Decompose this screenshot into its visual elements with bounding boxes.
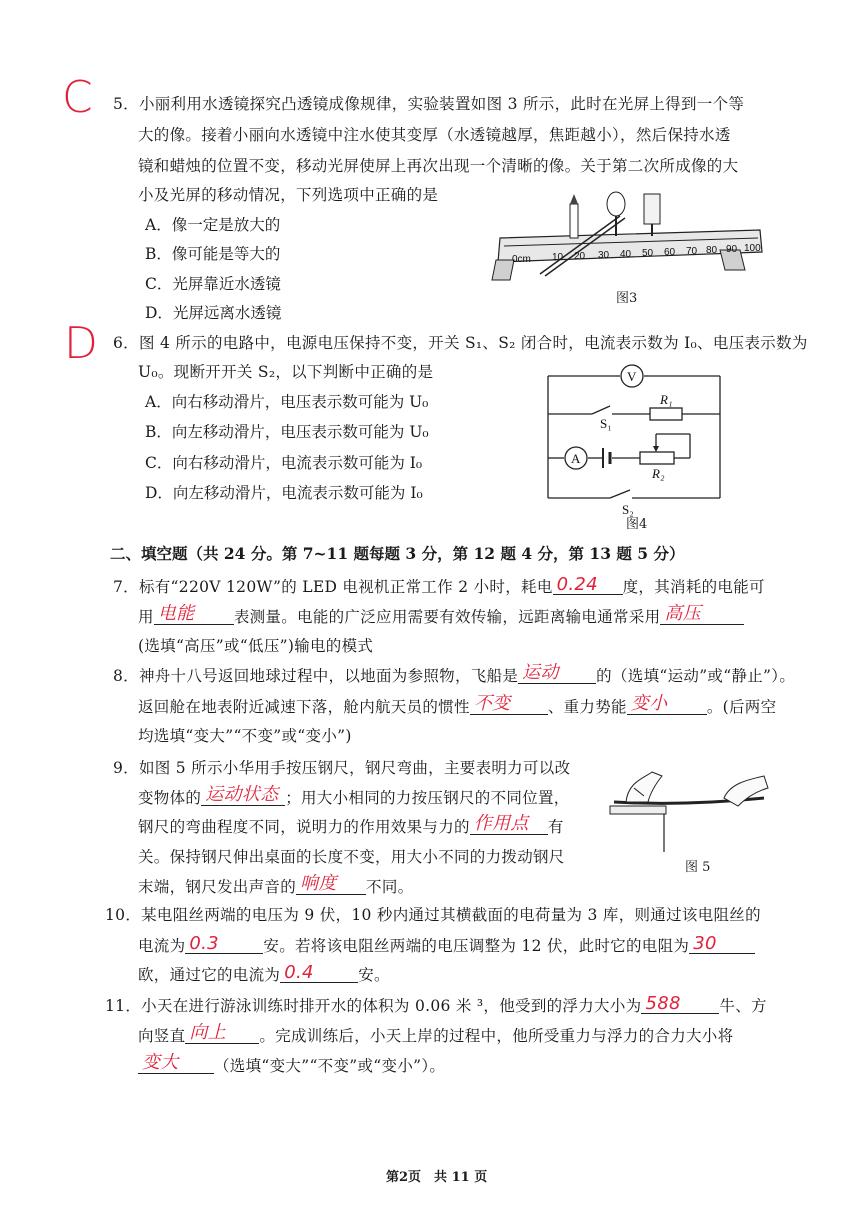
q11-text: 11．小天在进行游泳训练时排开水的体积为 0.06 米 ³，他受到的浮力大小为 bbox=[105, 997, 642, 1015]
q5-line-1: 5．小丽利用水透镜探究凸透镜成像规律，实验装置如图 3 所示，此时在光屏上得到一个等 bbox=[113, 95, 745, 113]
q10-text: 安。 bbox=[358, 966, 390, 984]
q7-answer-2: 电能 bbox=[157, 603, 195, 624]
q10-answer-3: 0.4 bbox=[284, 962, 314, 983]
q8-text: 。(后两空 bbox=[706, 698, 777, 716]
q11-text: 。完成训练后，小天上岸的过程中，他所受重力与浮力的合力大小将 bbox=[259, 1027, 734, 1045]
q8-text: 、重力势能 bbox=[547, 698, 627, 716]
q5-option-c: C．光屏靠近水透镜 bbox=[145, 275, 281, 293]
s2-label: S₂ bbox=[622, 502, 634, 517]
q9-text: 变物体的 bbox=[138, 789, 202, 807]
scale-label: 70 bbox=[686, 246, 698, 257]
q7-blank-2[interactable] bbox=[154, 603, 234, 625]
q6-line-2: U₀。现断开开关 S₂，以下判断中正确的是 bbox=[138, 363, 434, 381]
q5-line-2: 大的像。接着小丽向水透镜中注水使其变厚（水透镜越厚，焦距越小），然后保持水透 bbox=[138, 126, 731, 144]
q10-blank-2[interactable] bbox=[689, 935, 755, 954]
answer-mark-q5: C bbox=[62, 72, 93, 123]
q6-line-1: 6．图 4 所示的电路中，电源电压保持不变，开关 S₁、S₂ 闭合时，电流表示数为 I₀、电压表示数为 bbox=[113, 334, 808, 352]
s1-label: S₁ bbox=[600, 416, 612, 431]
q5-line-3: 镜和蜡烛的位置不变，移动光屏使屏上再次出现一个清晰的像。关于第二次所成像的大 bbox=[138, 157, 739, 175]
q9-answer-3: 响度 bbox=[300, 873, 337, 894]
scale-label: 0cm bbox=[512, 254, 531, 265]
q10-text: 电流为 bbox=[138, 937, 186, 955]
q5-option-d: D．光屏远离水透镜 bbox=[145, 304, 282, 322]
voltmeter-label: V bbox=[627, 369, 637, 384]
scale-label: 50 bbox=[642, 248, 654, 259]
q8-line-2 bbox=[138, 695, 776, 717]
r2-label: R₂ bbox=[652, 466, 665, 481]
q9-blank-3[interactable] bbox=[296, 873, 366, 895]
q7-text: 7．标有“220V 120W”的 LED 电视机正常工作 2 小时，耗电 bbox=[113, 578, 553, 596]
q9-text: 有 bbox=[547, 818, 564, 836]
q7-blank-1[interactable] bbox=[553, 576, 623, 595]
q7-line-2 bbox=[138, 605, 744, 627]
q6-option-a: A．向右移动滑片，电压表示数可能为 U₀ bbox=[145, 393, 429, 411]
q10-blank-1[interactable] bbox=[185, 935, 263, 954]
q5-option-b: B．像可能是等大的 bbox=[145, 245, 281, 263]
q9-blank-2[interactable] bbox=[470, 813, 548, 835]
q8-answer-2: 不变 bbox=[473, 693, 511, 714]
q11-blank-2[interactable] bbox=[185, 1022, 259, 1044]
scale-label: 60 bbox=[664, 247, 676, 258]
scale-label: 20 bbox=[574, 251, 586, 262]
q10-text: 安。若将该电阻丝两端的电压调整为 12 伏，此时它的电阻为 bbox=[263, 937, 690, 955]
q9-text: 不同。 bbox=[366, 878, 414, 896]
scale-label: 90 bbox=[726, 244, 738, 255]
q8-text: 返回舱在地表附近减速下落，舱内航天员的惯性 bbox=[138, 698, 470, 716]
q9-line-1: 9．如图 5 所示小华用手按压钢尺，钢尺弯曲，主要表明力可以改 bbox=[113, 759, 571, 777]
answer-mark-q6: D bbox=[64, 318, 98, 369]
q11-line-2 bbox=[138, 1024, 733, 1046]
circuit-diagram bbox=[540, 362, 730, 522]
q11-text: 牛、方 bbox=[719, 997, 767, 1015]
q9-text: ；用大小相同的力按压钢尺的不同位置， bbox=[285, 789, 570, 807]
q9-line-3 bbox=[138, 815, 564, 837]
q10-blank-3[interactable] bbox=[280, 964, 358, 983]
ruler-figure bbox=[604, 766, 774, 854]
scale-label: 40 bbox=[620, 249, 632, 260]
scale-label: 30 bbox=[598, 250, 610, 261]
q7-blank-3[interactable] bbox=[660, 603, 744, 625]
q11-text: （选填“变大”“不变”或“变小”）。 bbox=[214, 1057, 446, 1075]
q10-line-3 bbox=[138, 963, 390, 985]
q11-blank-3[interactable] bbox=[138, 1052, 214, 1074]
q11-blank-1[interactable] bbox=[641, 995, 719, 1014]
q9-answer-2: 作用点 bbox=[473, 813, 529, 834]
q9-answer-1: 运动状态 bbox=[205, 784, 279, 805]
q11-line-1 bbox=[105, 994, 767, 1016]
q6-option-d: D．向左移动滑片，电流表示数可能为 I₀ bbox=[145, 484, 423, 502]
q6-option-c: C．向右移动滑片，电流表示数可能为 I₀ bbox=[145, 454, 423, 472]
scale-label: 100 bbox=[744, 243, 761, 254]
q10-line-1: 10．某电阻丝两端的电压为 9 伏，10 秒内通过其横截面的电荷量为 3 库，则通过该电阻丝的 bbox=[105, 906, 761, 924]
q8-blank-1[interactable] bbox=[518, 662, 596, 684]
q11-text: 向竖直 bbox=[138, 1027, 186, 1045]
ammeter-label: A bbox=[571, 451, 581, 466]
q6-option-b: B．向左移动滑片，电压表示数可能为 U₀ bbox=[145, 423, 429, 441]
q8-blank-2[interactable] bbox=[470, 693, 548, 715]
q9-line-4: 关。保持钢尺伸出桌面的长度不变，用大小不同的力拨动钢尺 bbox=[138, 848, 565, 866]
q8-text: 的（选填“运动”或“静止”）。 bbox=[596, 667, 796, 685]
q9-blank-1[interactable] bbox=[201, 784, 285, 806]
q9-line-2 bbox=[138, 786, 570, 808]
q11-answer-1: 588 bbox=[645, 993, 681, 1014]
q7-text: 用 bbox=[138, 608, 154, 626]
optical-bench-figure bbox=[490, 190, 770, 290]
q7-text: 度，其消耗的电能可 bbox=[622, 578, 765, 596]
page-number: 第2页 共 11 页 bbox=[386, 1170, 488, 1185]
q7-line-1 bbox=[113, 575, 765, 597]
q10-line-2 bbox=[138, 934, 755, 956]
q5-line-4: 小及光屏的移动情况，下列选项中正确的是 bbox=[138, 186, 439, 204]
scale-label: 80 bbox=[706, 245, 718, 256]
q8-text: 8．神舟十八号返回地球过程中，以地面为参照物，飞船是 bbox=[113, 667, 519, 685]
q11-answer-3: 变大 bbox=[142, 1052, 179, 1073]
q10-text: 欧，通过它的电流为 bbox=[138, 966, 281, 984]
q10-answer-2: 30 bbox=[693, 933, 717, 954]
q8-line-3: 均选填“变大”“不变”或“变小”) bbox=[138, 727, 352, 745]
q9-text: 末端，钢尺发出声音的 bbox=[138, 878, 297, 896]
q9-line-5 bbox=[138, 875, 413, 897]
scale-label: 10 bbox=[552, 252, 564, 263]
figure-4-caption: 图4 bbox=[626, 517, 648, 532]
q11-line-3 bbox=[138, 1054, 445, 1076]
q10-answer-1: 0.3 bbox=[189, 933, 219, 954]
q7-text: 表测量。电能的广泛应用需要有效传输，远距离输电通常采用 bbox=[233, 608, 661, 626]
figure-5-caption: 图 5 bbox=[685, 860, 711, 875]
q8-answer-3: 变小 bbox=[630, 693, 668, 714]
q7-answer-1: 0.24 bbox=[556, 574, 598, 595]
q8-line-1 bbox=[113, 664, 795, 686]
figure-3-caption: 图3 bbox=[616, 291, 638, 306]
r1-label: R₁ bbox=[660, 392, 673, 407]
q5-option-a: A．像一定是放大的 bbox=[145, 216, 281, 234]
section-2-heading: 二、填空题（共 24 分。第 7~11 题每题 3 分，第 12 题 4 分，第 13 题 5 分） bbox=[110, 544, 685, 563]
q11-answer-2: 向上 bbox=[189, 1022, 227, 1043]
q7-answer-3: 高压 bbox=[664, 603, 702, 624]
q9-text: 钢尺的弯曲程度不同，说明力的作用效果与力的 bbox=[138, 818, 470, 836]
q7-line-3: (选填“高压”或“低压”)输电的模式 bbox=[138, 637, 374, 655]
q8-answer-1: 运动 bbox=[522, 662, 559, 683]
q8-blank-3[interactable] bbox=[627, 693, 707, 715]
